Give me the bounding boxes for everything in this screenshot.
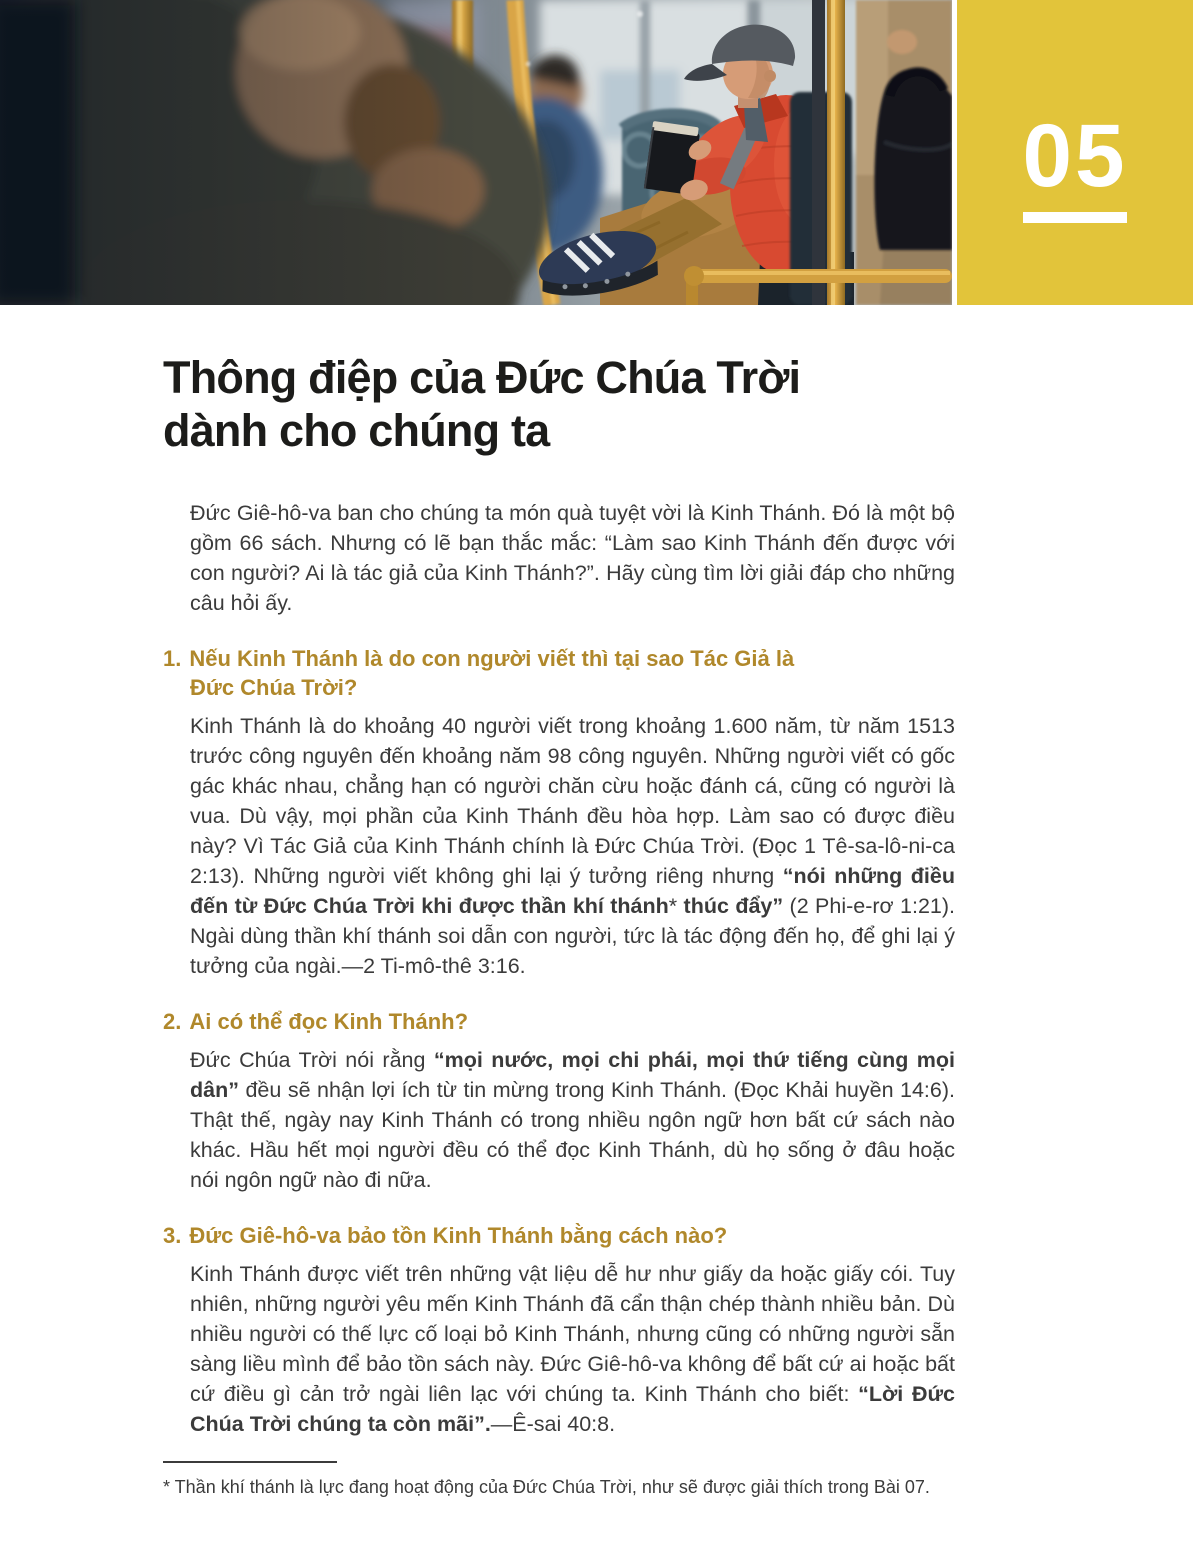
section-1-number: 1. (163, 646, 182, 671)
footnote: * Thần khí thánh là lực đang hoạt động của Đức Chúa Trời, như sẽ được giải thích trong Bài 07. (163, 1477, 930, 1497)
section-1-paragraph: Kinh Thánh là do khoảng 40 người viết trong khoảng 1.600 năm, từ năm 1513 trước công nguyên đến khoảng năm 98 công nguyên. Những người viết có gốc gác khác nhau, chẳng hạn có người chăn cừu hoặc đánh cá, cũng có người là vua. Dù vậy, mọi phần của Kinh Thánh đều hòa hợp. Làm sao có được điều này? Vì Tác Giả của Kinh Thánh chính là Đức Chúa Trời. (Đọc 1 Tê-sa-lô-ni-ca 2:13). Những người viết không ghi lại ý tưởng riêng nhưng “nói những điều đến từ Đức Chúa Trời khi được thần khí thánh* thúc đẩy” (2 Phi-e-rơ 1:21). Ngài dùng thần khí thánh soi dẫn con người, tức là tác động đến họ, để ghi lại ý tưởng của ngài.—2 Ti-mô-thê 3:16. (190, 714, 956, 978)
page-title: Thông điệp của Đức Chúa Trời dành cho chúng ta (163, 352, 801, 456)
section-2-heading-text: Ai có thể đọc Kinh Thánh? (189, 1009, 469, 1034)
chapter-number: 05 (1022, 104, 1128, 205)
section-3-paragraph: Kinh Thánh được viết trên những vật liệu dễ hư như giấy da hoặc giấy cói. Tuy nhiên, những người yêu mến Kinh Thánh đã cẩn thận chép thành nhiều bản. Dù nhiều người có thế lực cố loại bỏ Kinh Thánh, nhưng cũng có những người sẵn sàng liều mình để bảo tồn sách này. Đức Giê-hô-va không để bất cứ ai hoặc bất cứ điều gì cản trở ngài liên lạc với chúng ta. Kinh Thánh cho biết: “Lời Đức Chúa Trời chúng ta còn mãi”.—Ê-sai 40:8. (190, 1262, 955, 1436)
bus-scene-illustration (0, 0, 952, 305)
section-1-heading (163, 644, 830, 702)
footnote-divider (163, 1461, 337, 1463)
section-3-heading (163, 1221, 830, 1250)
section-2-number: 2. (163, 1009, 182, 1034)
section-1-heading-text: Nếu Kinh Thánh là do con người viết thì tại sao Tác Giả là Đức Chúa Trời? (189, 646, 795, 700)
intro-paragraph: Đức Giê-hô-va ban cho chúng ta món quà tuyệt vời là Kinh Thánh. Đó là một bộ gồm 66 sách. Nhưng có lẽ bạn thắc mắc: “Làm sao Kinh Thánh đến được với con người? Ai là tác giả của Kinh Thánh?”. Hãy cùng tìm lời giải đáp cho những câu hỏi ấy. (190, 501, 955, 615)
section-2-heading (163, 1007, 830, 1036)
article (163, 351, 955, 1499)
section-3-heading-text: Đức Giê-hô-va bảo tồn Kinh Thánh bằng cách nào? (189, 1223, 728, 1248)
chapter-badge (957, 0, 1193, 305)
section-3-number: 3. (163, 1223, 182, 1248)
chapter-number-underline (1023, 212, 1127, 223)
hero-photo (0, 0, 952, 305)
shoulder-bag (874, 69, 952, 250)
section-2-paragraph: Đức Chúa Trời nói rằng “mọi nước, mọi chi phái, mọi thứ tiếng cùng mọi dân” đều sẽ nhận lợi ích từ tin mừng trong Kinh Thánh. (Đọc Khải huyền 14:6). Thật thế, ngày nay Kinh Thánh có trong nhiều ngôn ngữ hơn bất cứ sách nào khác. Hầu hết mọi người đều có thể đọc Kinh Thánh, dù họ sống ở đâu hoặc nói ngôn ngữ nào đi nữa. (190, 1048, 956, 1192)
